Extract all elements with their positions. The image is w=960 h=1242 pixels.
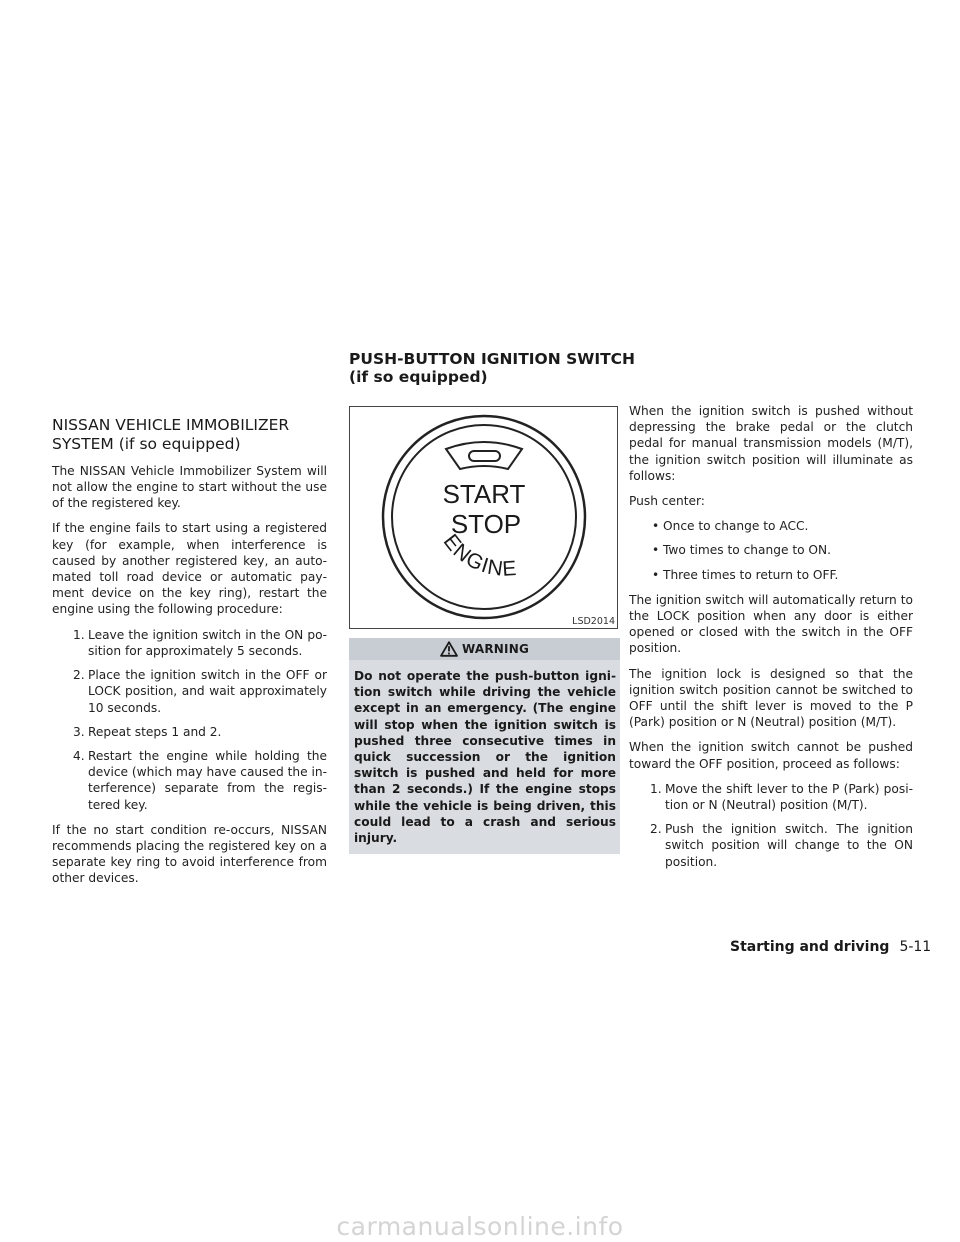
push-button-illustration: [350, 407, 619, 630]
warning-title: WARNING: [461, 642, 530, 656]
immobilizer-steps: [52, 627, 327, 813]
button-stop-text: STOP: [450, 509, 522, 539]
list-item: [52, 748, 327, 813]
ignition-button-figure: [349, 406, 618, 629]
list-item: [629, 518, 913, 534]
site-watermark: carmanualsonline.info: [336, 1212, 624, 1241]
bullet-text: Two times to change to ON.: [663, 543, 832, 558]
left-column: [52, 403, 327, 896]
step-text: Restart the engine while holding the device (which may have caused the interference) separate from the registered key.: [88, 748, 327, 812]
step-number: 1.: [650, 781, 662, 796]
warning-header: [349, 638, 620, 660]
immobilizer-heading: NISSAN VEHICLE IMMOBILIZER SYSTEM (if so equipped): [52, 415, 290, 453]
immobilizer-intro: The NISSAN Vehicle Immobilizer System will not allow the engine to start without the use of the registered key.: [52, 463, 327, 511]
chapter-title: Starting and driving: [730, 939, 890, 955]
button-start-text: START: [442, 479, 526, 509]
auto-return-text: The ignition switch will automatically return to the LOCK position when any door is either opened or closed with the switch in the OFF position.: [629, 592, 913, 656]
cannot-push-steps: [629, 781, 913, 870]
ignition-lock-text: The ignition lock is designed so that the ignition switch position cannot be switched to OFF until the shift lever is moved to the P (Park) position or N (Neutral) position (M/T).: [629, 666, 913, 730]
push-center-label: Push center:: [629, 494, 705, 509]
bullet-text: Once to change to ACC.: [663, 519, 809, 534]
step-text: Move the shift lever to the P (Park) position or N (Neutral) position (M/T).: [665, 781, 913, 813]
bullet-text: Three times to return to OFF.: [663, 567, 839, 582]
step-number: 2.: [73, 668, 85, 683]
list-item: [52, 627, 327, 659]
step-text: Repeat steps 1 and 2.: [88, 724, 222, 739]
indicator-lamp-icon: [469, 451, 500, 461]
list-item: [629, 542, 913, 558]
right-column: [629, 403, 913, 879]
section-title: PUSH-BUTTON IGNITION SWITCH (if so equipped): [349, 350, 636, 386]
list-item: [52, 667, 327, 716]
bullet-icon: •: [652, 543, 660, 558]
step-number: 2.: [650, 822, 662, 837]
list-item: [629, 821, 913, 870]
push-center-list: [629, 518, 913, 583]
illumination-intro: When the ignition switch is pushed without depressing the brake pedal or the clutch pedal for manual transmission models (M/T), the ignition switch position will illuminate as follows:: [629, 404, 913, 483]
list-item: [629, 781, 913, 813]
bullet-icon: •: [652, 567, 660, 582]
list-item: [629, 567, 913, 583]
step-number: 4.: [73, 748, 85, 763]
step-text: Leave the ignition switch in the ON position for approximately 5 seconds.: [88, 627, 327, 658]
warning-triangle-icon: [440, 641, 458, 657]
warning-text: Do not operate the push-button ignition switch while driving the vehicle except in an emergency. (The engine will stop when the ignition switch is pushed three consecutive times in quick succession or the ignition switch is pushed and held for more than 2 seconds.) If the engine stops while the vehicle is being driven, this could lead to a crash and serious injury.: [354, 669, 616, 846]
figure-label: LSD2014: [572, 616, 615, 627]
warning-box: [349, 638, 620, 854]
step-text: Place the ignition switch in the OFF or LOCK position, and wait approximately 10 seconds.: [88, 668, 327, 715]
page-number: 5-11: [899, 939, 932, 955]
immobilizer-procedure-intro: If the engine fails to start using a registered key (for example, when interference is caused by another registered key, an automated toll road device or automatic payment device on the key ring), restart the engine using the following procedure:: [52, 521, 327, 617]
center-column: [349, 406, 620, 854]
immobilizer-recommendation: If the no start condition re-occurs, NISSAN recommends placing the registered key on a separate key ring to avoid interference from other devices.: [52, 822, 327, 886]
step-number: 1.: [73, 627, 85, 642]
cannot-push-text: When the ignition switch cannot be pushed toward the OFF position, proceed as follows:: [629, 740, 913, 771]
step-text: Push the ignition switch. The ignition switch position will change to the ON position.: [665, 822, 913, 869]
engine-arc-text: ENGINE: [438, 530, 519, 581]
page-footer: [730, 939, 932, 955]
list-item: [52, 724, 327, 740]
bullet-icon: •: [652, 519, 660, 534]
step-number: 3.: [73, 724, 85, 739]
